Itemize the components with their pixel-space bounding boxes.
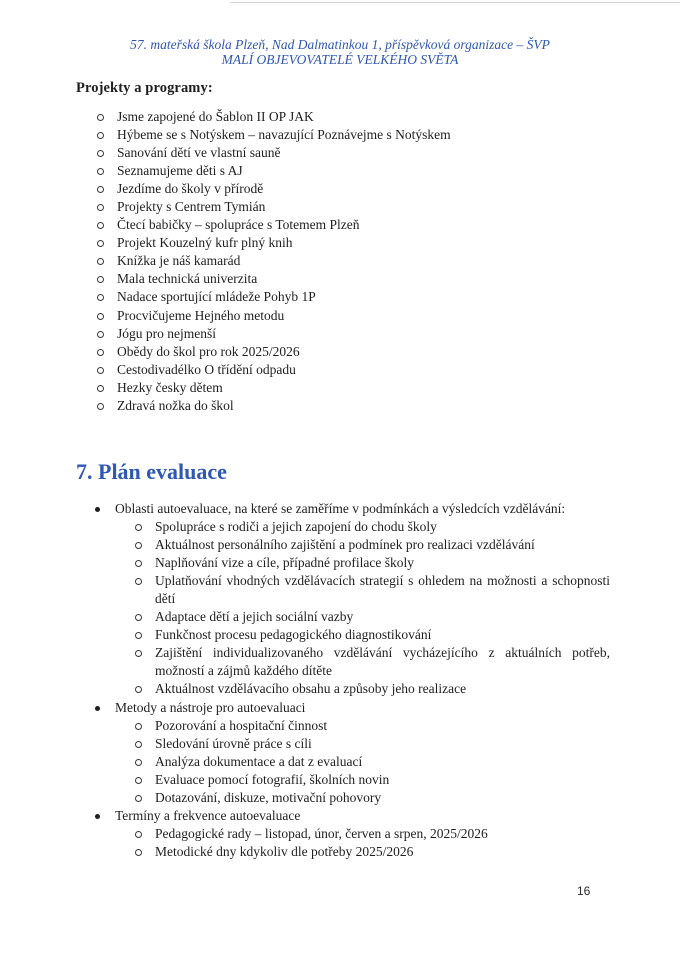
- list-item: Zajištění individualizovaného vzdělávání vycházejícího z aktuálních potřeb, možností a zájmů každého dítěte: [90, 644, 610, 680]
- circle-bullet-icon: [97, 367, 104, 374]
- list-item: Aktuálnost personálního zajištění a podmínek pro realizaci vzdělávání: [90, 536, 610, 554]
- group-title: Metody a nástroje pro autoevaluaci: [90, 699, 610, 717]
- section-title: 7. Plán evaluace: [76, 459, 227, 484]
- circle-bullet-icon: [135, 650, 142, 657]
- sub-list: [90, 825, 610, 861]
- circle-bullet-icon: [97, 150, 104, 157]
- circle-bullet-icon: [135, 524, 142, 531]
- list-item: Naplňování vize a cíle, případné profilace školy: [90, 554, 610, 572]
- circle-bullet-icon: [97, 222, 104, 229]
- projects-heading: Projekty a programy:: [76, 80, 213, 96]
- list-item: Jógu pro nejmenší: [94, 325, 451, 343]
- list-item: Aktuálnost vzdělávacího obsahu a způsoby jeho realizace: [90, 680, 610, 698]
- circle-bullet-icon: [135, 759, 142, 766]
- list-item: Cestodivadélko O třídění odpadu: [94, 361, 451, 379]
- list-item: Obědy do škol pro rok 2025/2026: [94, 343, 451, 361]
- circle-bullet-icon: [97, 186, 104, 193]
- list-item: Uplatňování vhodných vzdělávacích strategií s ohledem na možnosti a schopnosti dětí: [90, 572, 610, 608]
- evaluation-group-areas: [90, 500, 610, 699]
- list-item: Pozorování a hospitační činnost: [90, 717, 610, 735]
- top-rule: [230, 2, 680, 3]
- circle-bullet-icon: [135, 614, 142, 621]
- list-item: Čtecí babičky – spolupráce s Totemem Plzeň: [94, 216, 451, 234]
- list-item: Adaptace dětí a jejich sociální vazby: [90, 608, 610, 626]
- bullet-dot-icon: [95, 507, 100, 512]
- evaluation-plan: [90, 500, 610, 861]
- circle-bullet-icon: [97, 114, 104, 121]
- list-item: Hezky česky dětem: [94, 379, 451, 397]
- sub-list: [90, 518, 610, 698]
- list-item: Nadace sportující mládeže Pohyb 1P: [94, 288, 451, 306]
- circle-bullet-icon: [135, 795, 142, 802]
- list-item: Procvičujeme Hejného metodu: [94, 307, 451, 325]
- group-title: Oblasti autoevaluace, na které se zaměříme v podmínkách a výsledcích vzdělávání:: [90, 500, 610, 518]
- circle-bullet-icon: [97, 385, 104, 392]
- list-item: Evaluace pomocí fotografií, školních novin: [90, 771, 610, 789]
- list-item: Knížka je náš kamarád: [94, 252, 451, 270]
- circle-bullet-icon: [135, 560, 142, 567]
- circle-bullet-icon: [97, 258, 104, 265]
- circle-bullet-icon: [97, 294, 104, 301]
- circle-bullet-icon: [135, 741, 142, 748]
- header-program-name: MALÍ OBJEVOVATELÉ VELKÉHO SVĚTA: [221, 52, 459, 67]
- circle-bullet-icon: [97, 132, 104, 139]
- circle-bullet-icon: [135, 831, 142, 838]
- circle-bullet-icon: [135, 777, 142, 784]
- header-school-name: 57. mateřská škola Plzeň, Nad Dalmatinkou 1, příspěvková organizace – ŠVP: [130, 37, 550, 52]
- evaluation-group-schedule: [90, 807, 610, 861]
- bullet-dot-icon: [95, 814, 100, 819]
- document-header: [0, 37, 680, 67]
- circle-bullet-icon: [135, 632, 142, 639]
- list-item: Zdravá nožka do škol: [94, 397, 451, 415]
- sub-list: [90, 717, 610, 807]
- evaluation-group-methods: [90, 699, 610, 807]
- list-item: Dotazování, diskuze, motivační pohovory: [90, 789, 610, 807]
- list-item: Sledování úrovně práce s cíli: [90, 735, 610, 753]
- circle-bullet-icon: [97, 403, 104, 410]
- circle-bullet-icon: [135, 849, 142, 856]
- list-item: Metodické dny kdykoliv dle potřeby 2025/2026: [90, 843, 610, 861]
- list-item: Hýbeme se s Notýskem – navazující Poznávejme s Notýskem: [94, 126, 451, 144]
- circle-bullet-icon: [97, 276, 104, 283]
- list-item: Pedagogické rady – listopad, únor, červen a srpen, 2025/2026: [90, 825, 610, 843]
- list-item: Analýza dokumentace a dat z evaluací: [90, 753, 610, 771]
- circle-bullet-icon: [97, 313, 104, 320]
- list-item: Mala technická univerzita: [94, 270, 451, 288]
- circle-bullet-icon: [135, 578, 142, 585]
- circle-bullet-icon: [97, 349, 104, 356]
- page-number: 16: [577, 884, 591, 898]
- circle-bullet-icon: [97, 240, 104, 247]
- circle-bullet-icon: [135, 686, 142, 693]
- circle-bullet-icon: [135, 542, 142, 549]
- list-item: Jezdíme do školy v přírodě: [94, 180, 451, 198]
- list-item: Seznamujeme děti s AJ: [94, 162, 451, 180]
- bullet-dot-icon: [95, 706, 100, 711]
- list-item: Spolupráce s rodiči a jejich zapojení do chodu školy: [90, 518, 610, 536]
- list-item: Projekty s Centrem Tymián: [94, 198, 451, 216]
- group-title: Termíny a frekvence autoevaluace: [90, 807, 610, 825]
- circle-bullet-icon: [135, 723, 142, 730]
- circle-bullet-icon: [97, 331, 104, 338]
- list-item: Jsme zapojené do Šablon II OP JAK: [94, 108, 451, 126]
- circle-bullet-icon: [97, 168, 104, 175]
- list-item: Funkčnost procesu pedagogického diagnostikování: [90, 626, 610, 644]
- list-item: Projekt Kouzelný kufr plný knih: [94, 234, 451, 252]
- list-item: Sanování dětí ve vlastní sauně: [94, 144, 451, 162]
- projects-list: [94, 108, 451, 415]
- circle-bullet-icon: [97, 204, 104, 211]
